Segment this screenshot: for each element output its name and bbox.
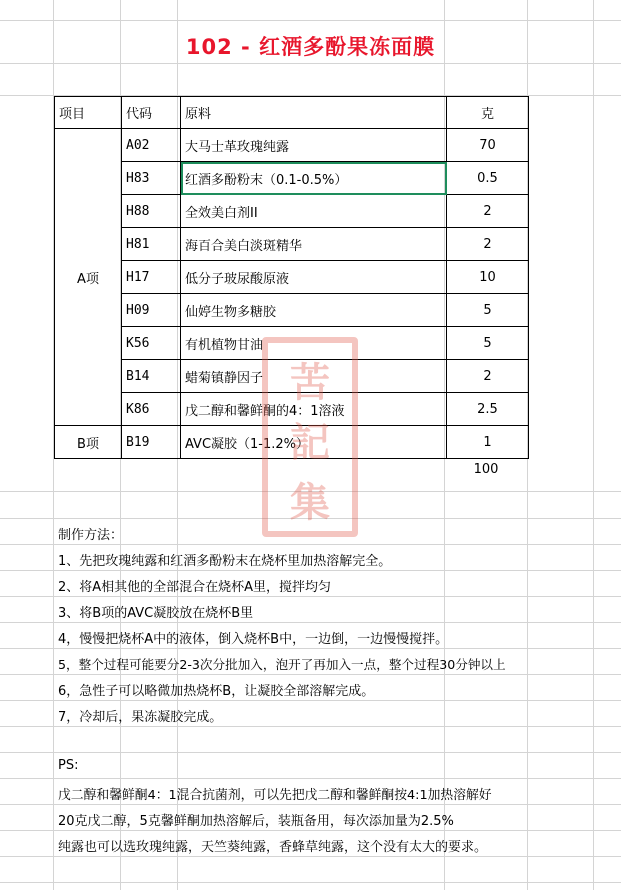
group-b-cell[interactable]: B项: [55, 426, 122, 459]
header-grams[interactable]: 克: [447, 97, 529, 129]
table-row: [55, 327, 529, 360]
seal-char: 苦: [290, 360, 330, 406]
grams-cell[interactable]: 5: [447, 294, 529, 327]
ingredient-cell[interactable]: 有机植物甘油: [181, 327, 447, 360]
grams-cell[interactable]: 2: [447, 195, 529, 228]
method-step: 4，慢慢把烧杯A中的液体，倒入烧杯B中，一边倒，一边慢慢搅拌。: [58, 632, 449, 647]
ps-line: 纯露也可以选玫瑰纯露，天竺葵纯露，香蜂草纯露，这个没有太大的要求。: [58, 840, 488, 855]
ingredient-cell[interactable]: 海百合美白淡斑精华: [181, 228, 447, 261]
page-title: 102 - 红酒多酚果冻面膜: [185, 35, 436, 59]
method-step: 6，急性子可以略微加热烧杯B，让凝胶全部溶解完成。: [58, 684, 375, 699]
grams-cell[interactable]: 1: [447, 426, 529, 459]
grams-cell[interactable]: 5: [447, 327, 529, 360]
method-step: 3、将B项的AVC凝胶放在烧杯B里: [58, 606, 254, 621]
grams-cell[interactable]: 10: [447, 261, 529, 294]
table-row: [55, 228, 529, 261]
ps-line: 20克戊二醇，5克馨鲜酮加热溶解后，装瓶备用，每次添加量为2.5%: [58, 814, 454, 829]
total-grams[interactable]: 100: [473, 462, 499, 477]
selected-ingredient-cell[interactable]: 红酒多酚粉末（0.1-0.5%）: [181, 162, 447, 195]
code-cell[interactable]: H88: [122, 195, 181, 228]
header-code[interactable]: 代码: [122, 97, 181, 129]
ps-line: 戊二醇和馨鲜酮4：1混合抗菌剂，可以先把戊二醇和馨鲜酮按4:1加热溶解好: [58, 788, 492, 803]
table-row: [55, 129, 529, 162]
grams-cell[interactable]: 2: [447, 228, 529, 261]
table-header-row: [55, 97, 529, 129]
code-cell[interactable]: A02: [122, 129, 181, 162]
table-row: [55, 360, 529, 393]
seal-char: 記: [290, 420, 330, 466]
code-cell[interactable]: H81: [122, 228, 181, 261]
table-row: [55, 294, 529, 327]
ingredient-cell[interactable]: 大马士革玫瑰纯露: [181, 129, 447, 162]
table-row: [55, 261, 529, 294]
ingredients-table: [54, 96, 529, 459]
header-ingredient[interactable]: 原料: [181, 97, 447, 129]
ingredient-cell[interactable]: 全效美白剂II: [181, 195, 447, 228]
code-cell[interactable]: H17: [122, 261, 181, 294]
table-row: [55, 195, 529, 228]
ingredient-cell[interactable]: AVC凝胶（1-1.2%）: [181, 426, 447, 459]
ingredient-cell[interactable]: 蜡菊镇静因子: [181, 360, 447, 393]
method-step: 1、先把玫瑰纯露和红酒多酚粉末在烧杯里加热溶解完全。: [58, 554, 392, 569]
method-step: 5，整个过程可能要分2-3次分批加入，泡开了再加入一点，整个过程30分钟以上: [58, 657, 506, 672]
ingredient-cell[interactable]: 低分子玻尿酸原液: [181, 261, 447, 294]
code-cell[interactable]: K86: [122, 393, 181, 426]
grams-cell[interactable]: 0.5: [447, 162, 529, 195]
code-cell[interactable]: H83: [122, 162, 181, 195]
table-row: [55, 426, 529, 459]
code-cell[interactable]: K56: [122, 327, 181, 360]
table-row: [55, 393, 529, 426]
method-step: 7，冷却后，果冻凝胶完成。: [58, 710, 223, 725]
header-category[interactable]: 项目: [55, 97, 122, 129]
ingredient-cell[interactable]: 戊二醇和馨鲜酮的4：1溶液: [181, 393, 447, 426]
table-row: [55, 162, 529, 195]
grams-cell[interactable]: 70: [447, 129, 529, 162]
group-a-cell[interactable]: A项: [55, 129, 122, 426]
method-step: 2、将A相其他的全部混合在烧杯A里，搅拌均匀: [58, 580, 332, 595]
ingredient-cell[interactable]: 仙婷生物多糖胶: [181, 294, 447, 327]
method-heading: 制作方法：: [58, 528, 124, 543]
code-cell[interactable]: B14: [122, 360, 181, 393]
ps-heading: PS:: [58, 758, 79, 773]
code-cell[interactable]: B19: [122, 426, 181, 459]
grams-cell[interactable]: 2: [447, 360, 529, 393]
code-cell[interactable]: H09: [122, 294, 181, 327]
seal-char: 集: [290, 480, 330, 526]
grams-cell[interactable]: 2.5: [447, 393, 529, 426]
